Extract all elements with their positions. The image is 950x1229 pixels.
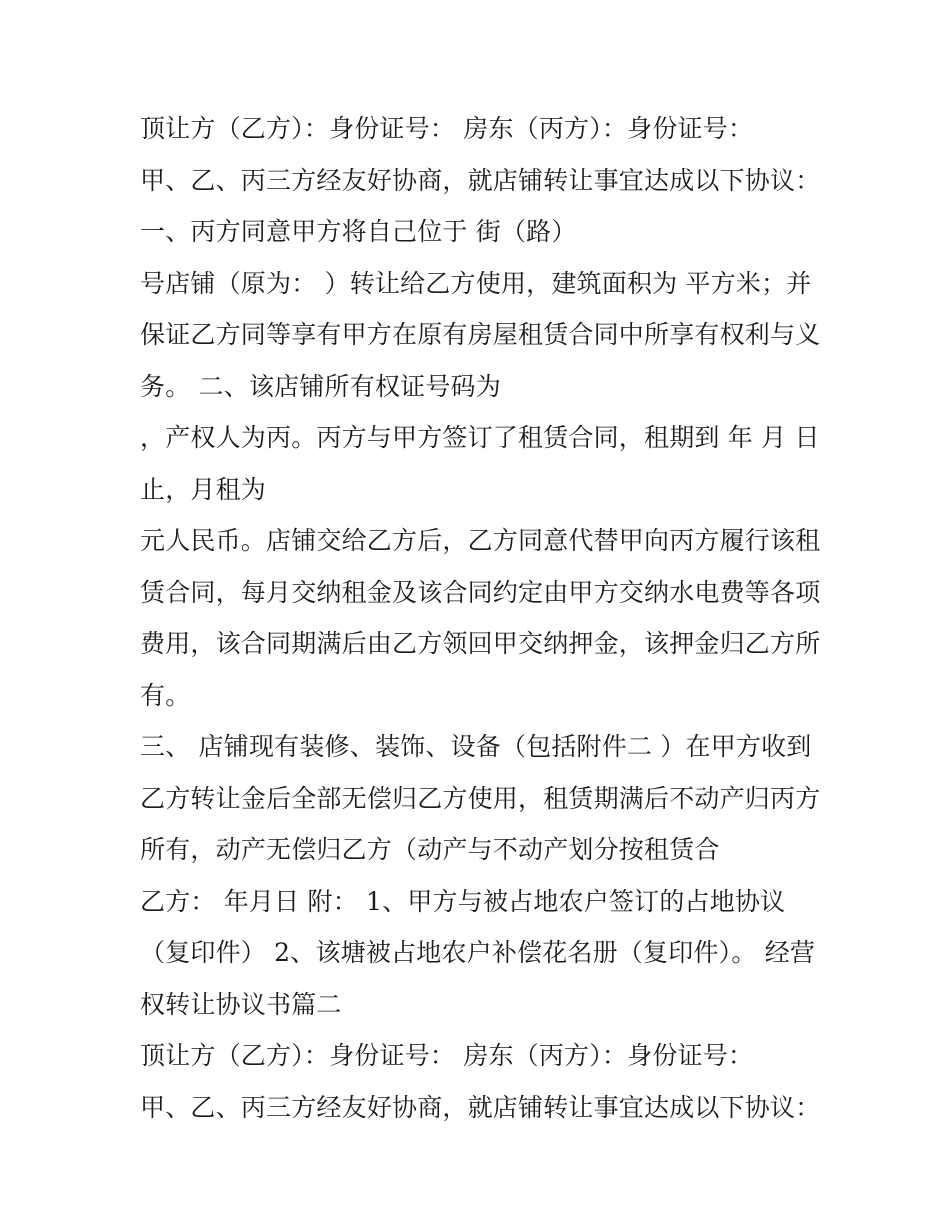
text-line: 号店铺（原为： ）转让给乙方使用，建筑面积为 平方米；并 [140, 268, 812, 298]
text-line: ，产权人为丙。丙方与甲方签订了租赁合同，租期到 年 月 日 [140, 423, 820, 452]
text-line: 有。 [140, 680, 191, 710]
section-heading: 权转让协议书篇二 [140, 989, 342, 1019]
text-line: 所有，动产无偿归乙方（动产与不动产划分按租赁合 [140, 835, 720, 864]
text-line: 乙方： 年月日 附： 1、甲方与被占地农户签订的占地协议 [140, 886, 786, 916]
text-line: 止，月租为 [140, 474, 267, 504]
text-line: 乙方转让金后全部无偿归乙方使用，租赁期满后不动产归丙方 [140, 783, 821, 813]
text-line: 元人民币。店铺交给乙方后，乙方同意代替甲向丙方履行该租 [140, 526, 821, 555]
text-line: 务。 二、该店铺所有权证号码为 [140, 371, 501, 401]
text-line: 赁合同，每月交纳租金及该合同约定由甲方交纳水电费等各项 [140, 577, 821, 607]
text-line: 保证乙方同等享有甲方在原有房屋租赁合同中所享有权利与义 [140, 320, 821, 349]
text-line: 顶让方（乙方）：身份证号： 房东（丙方）：身份证号： [140, 1041, 754, 1070]
text-line: 三、 店铺现有装修、装饰、设备（包括附件二 ）在甲方收到 [140, 732, 812, 761]
text-line: 费用，该合同期满后由乙方领回甲交纳押金，该押金归乙方所 [140, 629, 821, 658]
text-line: 甲、乙、丙三方经友好协商，就店铺转让事宜达成以下协议： [140, 165, 821, 195]
document-body [140, 109, 830, 1139]
text-line: 甲、乙、丙三方经友好协商，就店铺转让事宜达成以下协议： [140, 1092, 821, 1122]
text-line: （复印件） 2、该塘被占地农户补偿花名册（复印件）。 经营 [140, 938, 816, 967]
text-line: 一、丙方同意甲方将自己位于 街（路） [140, 217, 577, 246]
text-line: 顶让方（乙方）：身份证号： 房东（丙方）：身份证号： [140, 114, 754, 143]
